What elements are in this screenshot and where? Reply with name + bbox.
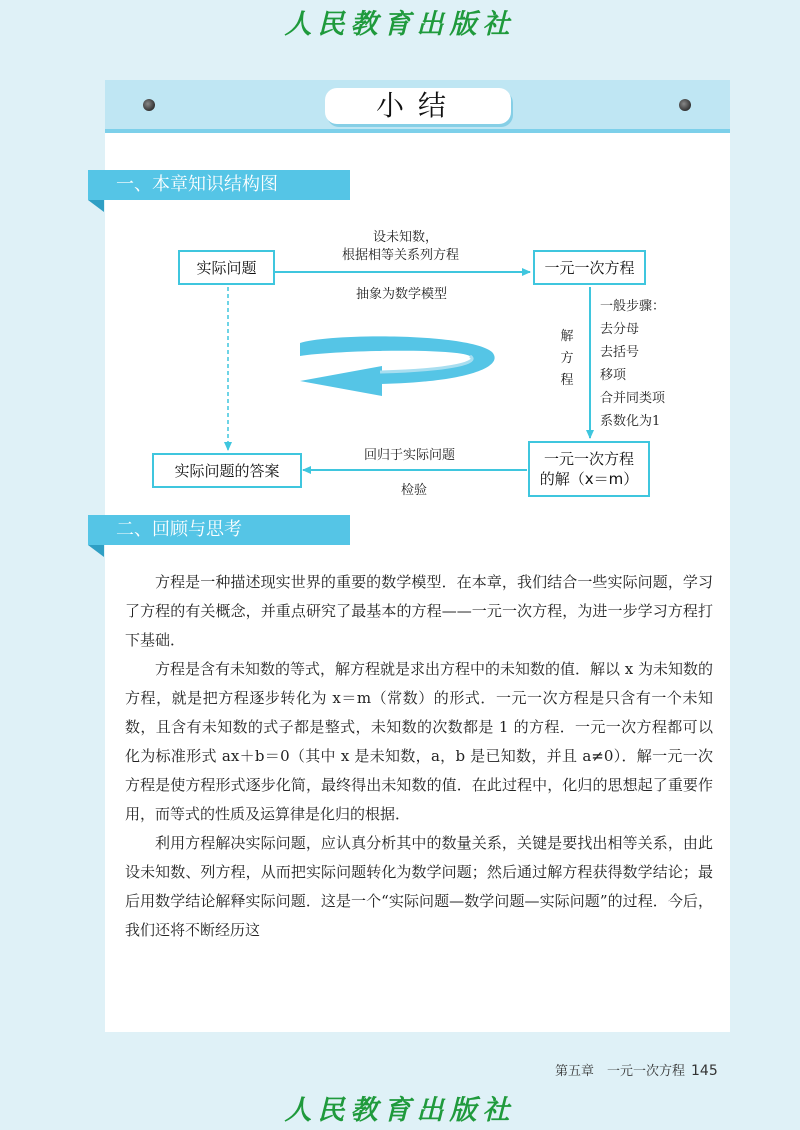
- punch-hole-left-icon: [143, 99, 155, 111]
- chapter-label: 第五章 一元一次方程: [555, 1064, 686, 1079]
- page-number: 145: [691, 1063, 718, 1079]
- page-footer: [555, 1060, 718, 1079]
- box-real-problem: 实际问题: [178, 250, 275, 285]
- punch-hole-right-icon: [679, 99, 691, 111]
- solution-line-1: 一元一次方程: [543, 450, 634, 468]
- label-solve-equation: [559, 326, 575, 392]
- steps-title: 一般步骤：: [600, 299, 666, 314]
- label-abstract-model: 抽象为数学模型: [356, 287, 448, 302]
- label-set-unknown: 设未知数，: [373, 230, 439, 245]
- label-return-problem: 回归于实际问题: [364, 448, 456, 463]
- paragraph: 方程是含有未知数的等式，解方程就是求出方程中的未知数的值．解以 x 为未知数的方程，就是把方程逐步转化为 x＝m（常数）的形式．一元一次方程是只含有一个未知数，且含有未知数的式子都是整式，未知数的次数都是 1 的方程．一元一次方程都可以化为标准形式 ax＋b＝0（其中 x 是未知数，a，b 是已知数，并且 a≠0）．解一元一次方程是使方程形式逐步化简，最终得出未知数的值．在此过程中，化归的思想起了重要作用，而等式的性质及运算律是化归的根据．: [125, 660, 713, 823]
- paragraph: 利用方程解决实际问题，应认真分析其中的数量关系，关键是要找出相等关系，由此设未知数、列方程，从而把实际问题转化为数学问题；然后通过解方程获得数学结论；最后用数学结论解释实际问题．这是一个“实际问题—数学问题—实际问题”的过程．今后，我们还将不断经历这: [125, 834, 713, 939]
- step-item: 移项: [600, 368, 627, 383]
- section-tab-decoration: [88, 200, 104, 212]
- label-check: 检验: [401, 483, 428, 498]
- review-text: [125, 568, 713, 945]
- solve-char: 解: [560, 329, 574, 344]
- paragraph: 方程是一种描述现实世界的重要的数学模型．在本章，我们结合一些实际问题，学习了方程的有关概念，并重点研究了最基本的方程——一元一次方程，为进一步学习方程打下基础．: [125, 573, 713, 649]
- banner-divider: [105, 129, 730, 133]
- box-problem-answer: 实际问题的答案: [152, 453, 302, 488]
- box-linear-equation: 一元一次方程: [533, 250, 646, 285]
- step-item: 去分母: [600, 322, 640, 337]
- solve-char: 程: [560, 373, 574, 388]
- section-heading-structure: 一、本章知识结构图: [88, 170, 350, 200]
- solution-line-2: 的解（x＝m）: [539, 470, 639, 488]
- step-item: 去括号: [600, 345, 640, 360]
- page-title: 小结: [325, 88, 511, 124]
- step-item: 系数化为1: [600, 414, 661, 429]
- box-equation-solution: [528, 441, 650, 497]
- step-item: 合并同类项: [600, 391, 666, 406]
- general-steps-list: [600, 295, 665, 433]
- publisher-logo-bottom: 人民教育出版社: [284, 1095, 516, 1126]
- label-form-equation: 根据相等关系列方程: [342, 248, 460, 263]
- solve-char: 方: [560, 351, 574, 366]
- publisher-logo-top: 人民教育出版社: [284, 9, 516, 40]
- section-heading-review: 二、回顾与思考: [88, 515, 350, 545]
- section-tab-decoration: [88, 545, 104, 557]
